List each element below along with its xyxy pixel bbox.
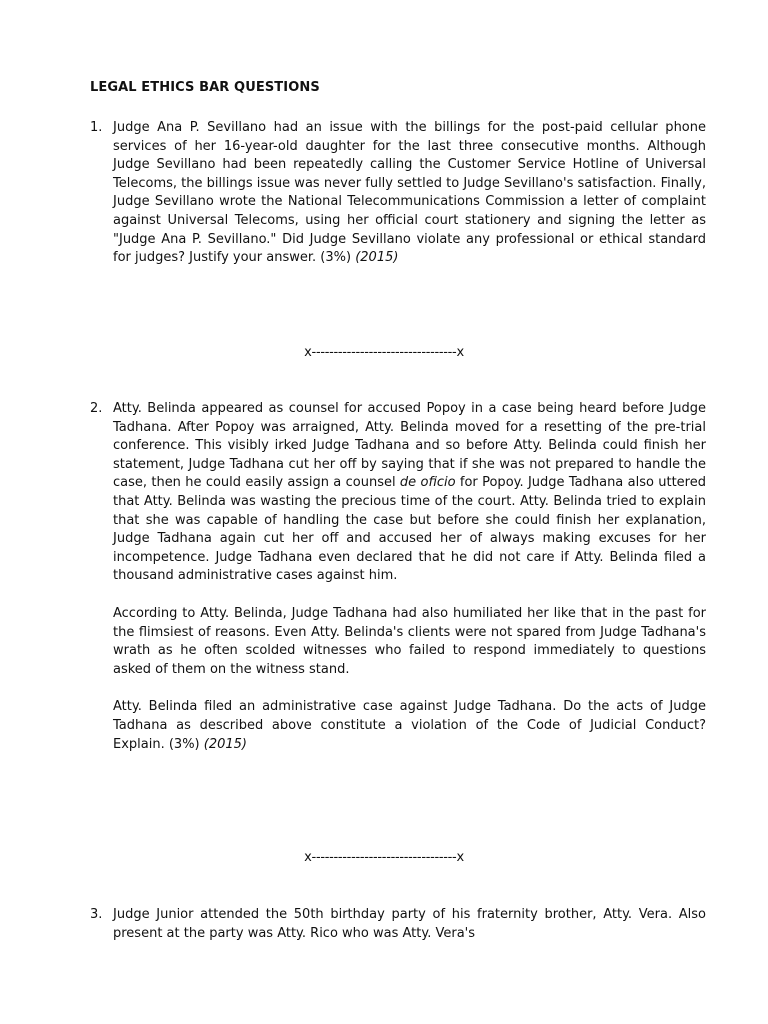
- question-body: [113, 400, 706, 754]
- question-1: [90, 119, 706, 268]
- question-text: Judge Ana P. Sevillano had an issue with the billings for the post-paid cellular phone services of her 16-year-old daughter for the last three consecutive months. Although Judge Sevillano had been repeatedly calling the Customer Service Hotline of Universal Telecoms, the billings issue was never fully settled to Judge Sevillano's satisfaction. Finally, Judge Sevillano wrote the National Telecommunications Commission a letter of complaint against Universal Telecoms, using her official court stationery and signing the letter as "Judge Ana P. Sevillano." Did Judge Sevillano violate any professional or ethical standard for judges? Justify your answer. (3%): [113, 120, 706, 266]
- question-body: [113, 906, 706, 943]
- question-paragraph: [113, 119, 706, 268]
- question-text: Atty. Belinda filed an administrative case against Judge Tadhana. Do the acts of Judge Tadhana as described above constitute a violation of the Code of Judicial Conduct? Explain. (3%): [113, 699, 706, 752]
- question-paragraph: Judge Junior attended the 50th birthday party of his fraternity brother, Atty. Vera. Also present at the party was Atty. Rico who was Atty. Vera's: [113, 907, 706, 941]
- question-paragraph: [113, 400, 706, 586]
- italic-term: de oficio: [399, 475, 456, 491]
- section-separator: x---------------------------------x: [304, 345, 464, 360]
- question-number: 3.: [90, 907, 103, 922]
- question-year: (2015): [203, 736, 247, 752]
- question-paragraph: [113, 698, 706, 754]
- question-text: for Popoy. Judge Tadhana also uttered that Atty. Belinda was wasting the precious time of the court. Atty. Belinda tried to explain that she was capable of handling the case but before she could finish her explanation, Judge Tadhana again cut her off and accused her of always making excuses for her incompetence. Judge Tadhana even declared that he did not care if Atty. Belinda filed a thousand administrative cases against him.: [113, 475, 706, 584]
- question-number: 2.: [90, 401, 103, 416]
- question-paragraph: According to Atty. Belinda, Judge Tadhana had also humiliated her like that in the past for the flimsiest of reasons. Even Atty. Belinda's clients were not spared from Judge Tadhana's wrath as he often scolded witnesses who failed to respond immediately to questions asked of them on the witness stand.: [113, 605, 706, 677]
- document-title: LEGAL ETHICS BAR QUESTIONS: [90, 80, 320, 95]
- section-separator: x---------------------------------x: [304, 850, 464, 865]
- question-2: [90, 400, 706, 754]
- question-text: Atty. Belinda appeared as counsel for accused Popoy in a case being heard before Judge Tadhana. After Popoy was arraigned, Atty. Belinda moved for a resetting of the pre-trial conference. This visibly irked Judge Tadhana and so before Atty. Belinda could finish her statement, Judge Tadhana cut her off by saying that if she was not prepared to handle the case, then he could easily assign a counsel: [113, 401, 706, 491]
- question-number: 1.: [90, 120, 103, 135]
- question-body: [113, 119, 706, 268]
- question-3: [90, 906, 706, 943]
- question-year: (2015): [355, 250, 399, 266]
